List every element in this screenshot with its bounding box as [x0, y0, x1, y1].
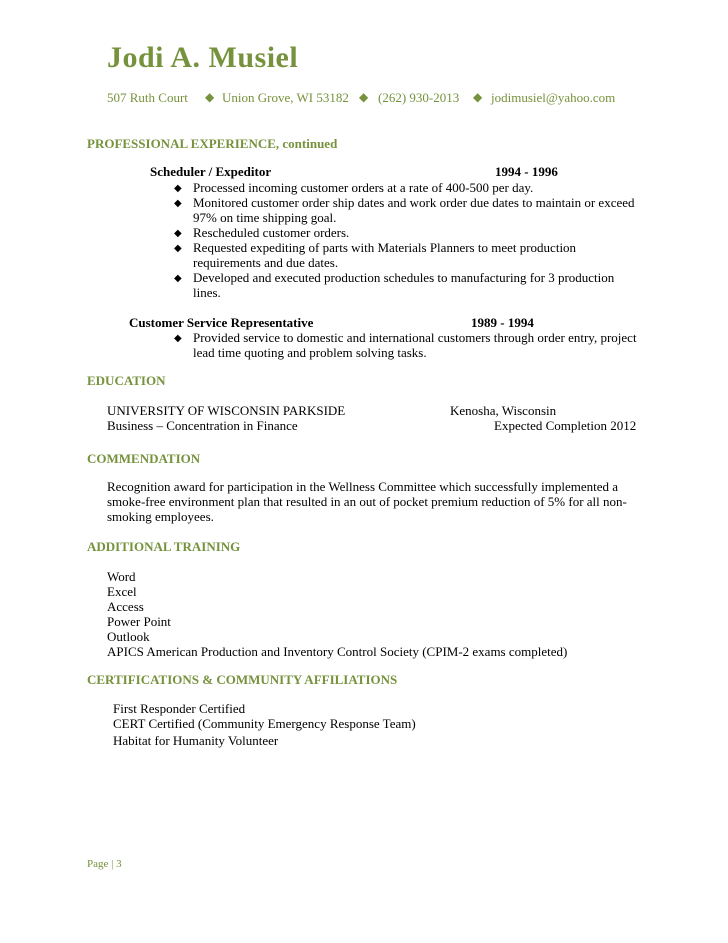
diamond-separator-icon: ◆: [473, 90, 483, 104]
commendation-text: Recognition award for participation in the Wellness Committee which successfully implemented a smoke-free environment plan that resulted in an out of pocket premium reduction of 5% for all non-smoking employees.: [107, 479, 627, 524]
bullet-icon: ◆: [174, 273, 182, 284]
section-heading-education: EDUCATION: [87, 373, 166, 388]
list-item: Excel: [107, 584, 137, 599]
bullet-icon: ◆: [174, 198, 182, 209]
list-item: Monitored customer order ship dates and work order due dates to maintain or exceed 97% on time shipping goal.: [193, 195, 635, 225]
section-heading-training: ADDITIONAL TRAINING: [87, 539, 241, 554]
page-number: Page | 3: [87, 858, 122, 870]
list-item: Outlook: [107, 629, 150, 644]
list-item: Access: [107, 599, 144, 614]
job-title: Scheduler / Expeditor: [150, 164, 272, 179]
list-item: Word: [107, 569, 136, 584]
section-heading-commendation: COMMENDATION: [87, 451, 201, 466]
list-item: Habitat for Humanity Volunteer: [113, 733, 279, 748]
section-heading-experience: PROFESSIONAL EXPERIENCE, continued: [87, 136, 338, 151]
program: Business – Concentration in Finance: [107, 418, 298, 433]
job-dates: 1994 - 1996: [495, 164, 558, 179]
list-item: First Responder Certified: [113, 701, 246, 716]
school-name: UNIVERSITY OF WISCONSIN PARKSIDE: [107, 403, 346, 418]
list-item: Requested expediting of parts with Materials Planners to meet production requirements and due dates.: [193, 240, 577, 270]
job-title: Customer Service Representative: [129, 315, 314, 330]
bullet-icon: ◆: [174, 228, 182, 239]
bullet-icon: ◆: [174, 333, 182, 344]
phone: (262) 930-2013: [378, 90, 460, 105]
list-item: APICS American Production and Inventory Control Society (CPIM-2 exams completed): [107, 644, 568, 659]
address: 507 Ruth Court: [107, 90, 188, 105]
city: Union Grove, WI 53182: [222, 90, 349, 105]
list-item: CERT Certified (Community Emergency Response Team): [113, 716, 416, 731]
completion-date: Expected Completion 2012: [494, 418, 637, 433]
section-heading-certifications: CERTIFICATIONS & COMMUNITY AFFILIATIONS: [87, 672, 398, 687]
list-item: Processed incoming customer orders at a rate of 400-500 per day.: [193, 180, 534, 195]
list-item: Power Point: [107, 614, 171, 629]
list-item: Provided service to domestic and international customers through order entry, project lead time quoting and problem solving tasks.: [193, 330, 637, 360]
bullet-icon: ◆: [174, 243, 182, 254]
job-dates: 1989 - 1994: [471, 315, 534, 330]
list-item: Rescheduled customer orders.: [193, 225, 350, 240]
diamond-separator-icon: ◆: [359, 90, 369, 104]
bullet-icon: ◆: [174, 183, 182, 194]
resume-name: Jodi A. Musiel: [107, 41, 299, 74]
list-item: Developed and executed production schedules to manufacturing for 3 production lines.: [193, 270, 615, 300]
school-location: Kenosha, Wisconsin: [450, 403, 557, 418]
email[interactable]: jodimusiel@yahoo.com: [491, 90, 616, 105]
diamond-separator-icon: ◆: [205, 90, 215, 104]
